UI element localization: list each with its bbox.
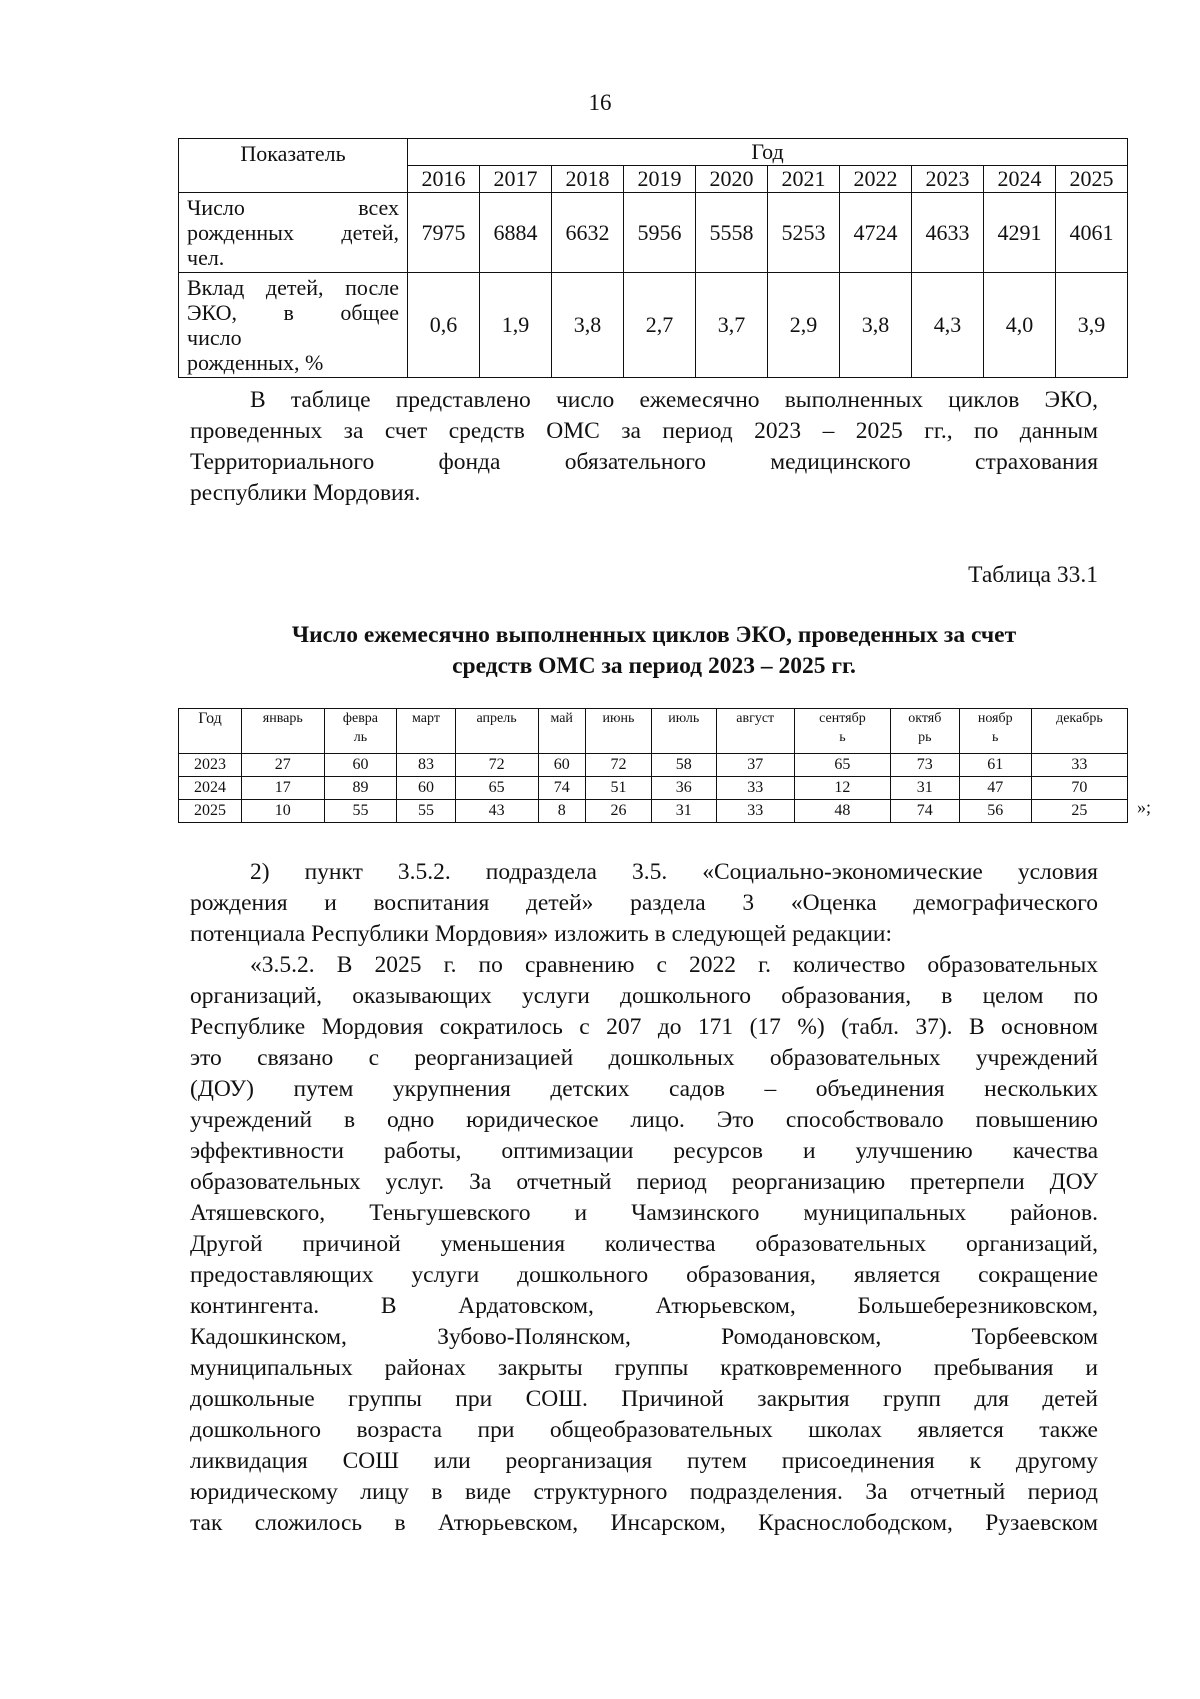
- value-cell: 51: [585, 777, 651, 800]
- text-line: Кадошкинском, Зубово-Полянском, Ромодановском, Торбеевском: [190, 1324, 1098, 1350]
- month-header: апрель: [455, 709, 538, 754]
- value-cell: 1,9: [480, 273, 552, 378]
- year-cell: 2018: [552, 166, 624, 193]
- month-header: декабрь: [1031, 709, 1127, 754]
- text-line: рождения и воспитания детей» раздела 3 «Оценка демографического: [190, 890, 1098, 916]
- paragraph-item-2: [190, 857, 1098, 950]
- value-cell: 5253: [768, 193, 840, 273]
- page-number: 16: [588, 90, 612, 115]
- value-cell: 10: [242, 800, 325, 823]
- value-cell: 27: [242, 754, 325, 777]
- month-header: май: [538, 709, 585, 754]
- text-line: организаций, оказывающих услуги дошкольного образования, в целом по: [190, 983, 1098, 1009]
- value-cell: 7975: [408, 193, 480, 273]
- value-cell: 65: [794, 754, 890, 777]
- month-header: август: [716, 709, 794, 754]
- row-label-line: чел.: [187, 245, 225, 270]
- text-line: дошкольные группы при СОШ. Причиной закрытия групп для детей: [190, 1386, 1098, 1412]
- text-line: Республике Мордовия сократилось с 207 до 171 (17 %) (табл. 37). В основном: [190, 1014, 1098, 1040]
- value-cell: 3,8: [552, 273, 624, 378]
- value-cell: 36: [652, 777, 716, 800]
- text-line: муниципальных районах закрыты группы кратковременного пребывания и: [190, 1355, 1098, 1381]
- table-row: [179, 777, 1128, 800]
- months-row: [179, 709, 1128, 754]
- text-line: образовательных услуг. За отчетный период реорганизацию претерпели ДОУ: [190, 1169, 1098, 1195]
- value-cell: 33: [1031, 754, 1127, 777]
- value-cell: 56: [959, 800, 1031, 823]
- year-cell: 2023: [179, 754, 242, 777]
- value-cell: 5558: [696, 193, 768, 273]
- value-cell: 70: [1031, 777, 1127, 800]
- month-header: сентябр ь: [794, 709, 890, 754]
- text-line: Территориального фонда обязательного медицинского страхования: [190, 449, 1098, 475]
- table-reference: Таблица 33.1: [968, 562, 1098, 588]
- month-header: ноябр ь: [959, 709, 1031, 754]
- value-cell: 4724: [840, 193, 912, 273]
- value-cell: 33: [716, 777, 794, 800]
- value-cell: 33: [716, 800, 794, 823]
- value-cell: 4,3: [912, 273, 984, 378]
- value-cell: 74: [538, 777, 585, 800]
- year-cell: 2020: [696, 166, 768, 193]
- year-header: Год: [179, 709, 242, 754]
- value-cell: 65: [455, 777, 538, 800]
- value-cell: 4633: [912, 193, 984, 273]
- row-label-line: рожденных детей,: [187, 220, 399, 245]
- month-header: февра ль: [324, 709, 397, 754]
- eco-cycles-table: [178, 708, 1128, 823]
- value-cell: 4061: [1056, 193, 1128, 273]
- year-cell: 2024: [984, 166, 1056, 193]
- text-line: республики Мордовия.: [190, 480, 421, 506]
- value-cell: 8: [538, 800, 585, 823]
- text-line: проведенных за счет средств ОМС за период 2023 – 2025 гг., по данным: [190, 418, 1098, 444]
- year-header: Год: [408, 139, 1128, 166]
- value-cell: 4291: [984, 193, 1056, 273]
- text-line: 2) пункт 3.5.2. подраздела 3.5. «Социально-экономические условия: [250, 859, 1098, 885]
- closing-quote: »;: [1137, 797, 1152, 817]
- text-line: В таблице представлено число ежемесячно выполненных циклов ЭКО,: [250, 387, 1098, 413]
- value-cell: 2,9: [768, 273, 840, 378]
- text-line: Атяшевского, Теньгушевского и Чамзинского муниципальных районов.: [190, 1200, 1098, 1226]
- births-table: [178, 138, 1128, 378]
- value-cell: 25: [1031, 800, 1127, 823]
- value-cell: 48: [794, 800, 890, 823]
- table-row: [179, 754, 1128, 777]
- text-line: юридическому лицу в виде структурного подразделения. За отчетный период: [190, 1479, 1098, 1505]
- year-cell: 2023: [912, 166, 984, 193]
- row-label-line: число: [187, 325, 242, 350]
- year-cell: 2024: [179, 777, 242, 800]
- value-cell: 3,8: [840, 273, 912, 378]
- value-cell: 17: [242, 777, 325, 800]
- text-line: дошкольного возраста при общеобразовательных школах является также: [190, 1417, 1098, 1443]
- year-cell: 2021: [768, 166, 840, 193]
- value-cell: 3,7: [696, 273, 768, 378]
- value-cell: 72: [455, 754, 538, 777]
- text-line: (ДОУ) путем укрупнения детских садов – объединения нескольких: [190, 1076, 1098, 1102]
- value-cell: 73: [890, 754, 959, 777]
- year-cell: 2022: [840, 166, 912, 193]
- value-cell: 12: [794, 777, 890, 800]
- title-line: Число ежемесячно выполненных циклов ЭКО, проведенных за счет: [291, 622, 1017, 648]
- value-cell: 6632: [552, 193, 624, 273]
- value-cell: 55: [397, 800, 455, 823]
- month-header: июль: [652, 709, 716, 754]
- row-label-line: Вклад детей, после: [187, 275, 399, 300]
- value-cell: 60: [324, 754, 397, 777]
- month-header: март: [397, 709, 455, 754]
- table-row: [179, 800, 1128, 823]
- value-cell: 58: [652, 754, 716, 777]
- row-label: [179, 273, 408, 378]
- text-line: «3.5.2. В 2025 г. по сравнению с 2022 г. количество образовательных: [250, 952, 1098, 978]
- text-line: это связано с реорганизацией дошкольных образовательных учреждений: [190, 1045, 1098, 1071]
- year-cell: 2016: [408, 166, 480, 193]
- title-line: средств ОМС за период 2023 – 2025 гг.: [452, 653, 856, 679]
- text-line: учреждений в одно юридическое лицо. Это способствовало повышению: [190, 1107, 1098, 1133]
- value-cell: 83: [397, 754, 455, 777]
- text-line: эффективности работы, оптимизации ресурсов и улучшению качества: [190, 1138, 1098, 1164]
- value-cell: 5956: [624, 193, 696, 273]
- value-cell: 6884: [480, 193, 552, 273]
- row-label-line: ЭКО, в общее: [187, 300, 399, 325]
- paragraph-intro: [190, 385, 1098, 509]
- value-cell: 31: [652, 800, 716, 823]
- table-row: [179, 193, 1128, 273]
- table-row: [179, 273, 1128, 378]
- month-header: октяб рь: [890, 709, 959, 754]
- text-line: Другой причиной уменьшения количества образовательных организаций,: [190, 1231, 1098, 1257]
- text-line: так сложилось в Атюрьевском, Инсарском, Краснослободском, Рузаевском: [190, 1510, 1098, 1536]
- indicator-header: Показатель: [179, 139, 408, 193]
- text-line: ликвидация СОШ или реорганизация путем присоединения к другому: [190, 1448, 1098, 1474]
- paragraph-3-5-2: [190, 950, 1098, 1539]
- year-cell: 2025: [1056, 166, 1128, 193]
- row-label-line: рожденных, %: [187, 350, 324, 375]
- value-cell: 43: [455, 800, 538, 823]
- value-cell: 89: [324, 777, 397, 800]
- value-cell: 60: [397, 777, 455, 800]
- value-cell: 26: [585, 800, 651, 823]
- value-cell: 72: [585, 754, 651, 777]
- value-cell: 2,7: [624, 273, 696, 378]
- value-cell: 61: [959, 754, 1031, 777]
- value-cell: 47: [959, 777, 1031, 800]
- table-title: [180, 620, 1128, 682]
- row-label-line: Число всех: [187, 195, 399, 220]
- year-cell: 2019: [624, 166, 696, 193]
- value-cell: 60: [538, 754, 585, 777]
- value-cell: 55: [324, 800, 397, 823]
- row-label: [179, 193, 408, 273]
- value-cell: 74: [890, 800, 959, 823]
- text-line: предоставляющих услуги дошкольного образования, является сокращение: [190, 1262, 1098, 1288]
- year-cell: 2017: [480, 166, 552, 193]
- value-cell: 4,0: [984, 273, 1056, 378]
- year-cell: 2025: [179, 800, 242, 823]
- text-line: контингента. В Ардатовском, Атюрьевском, Большеберезниковском,: [190, 1293, 1098, 1319]
- value-cell: 37: [716, 754, 794, 777]
- month-header: январь: [242, 709, 325, 754]
- text-line: потенциала Республики Мордовия» изложить в следующей редакции:: [190, 921, 893, 947]
- value-cell: 31: [890, 777, 959, 800]
- value-cell: 3,9: [1056, 273, 1128, 378]
- value-cell: 0,6: [408, 273, 480, 378]
- month-header: июнь: [585, 709, 651, 754]
